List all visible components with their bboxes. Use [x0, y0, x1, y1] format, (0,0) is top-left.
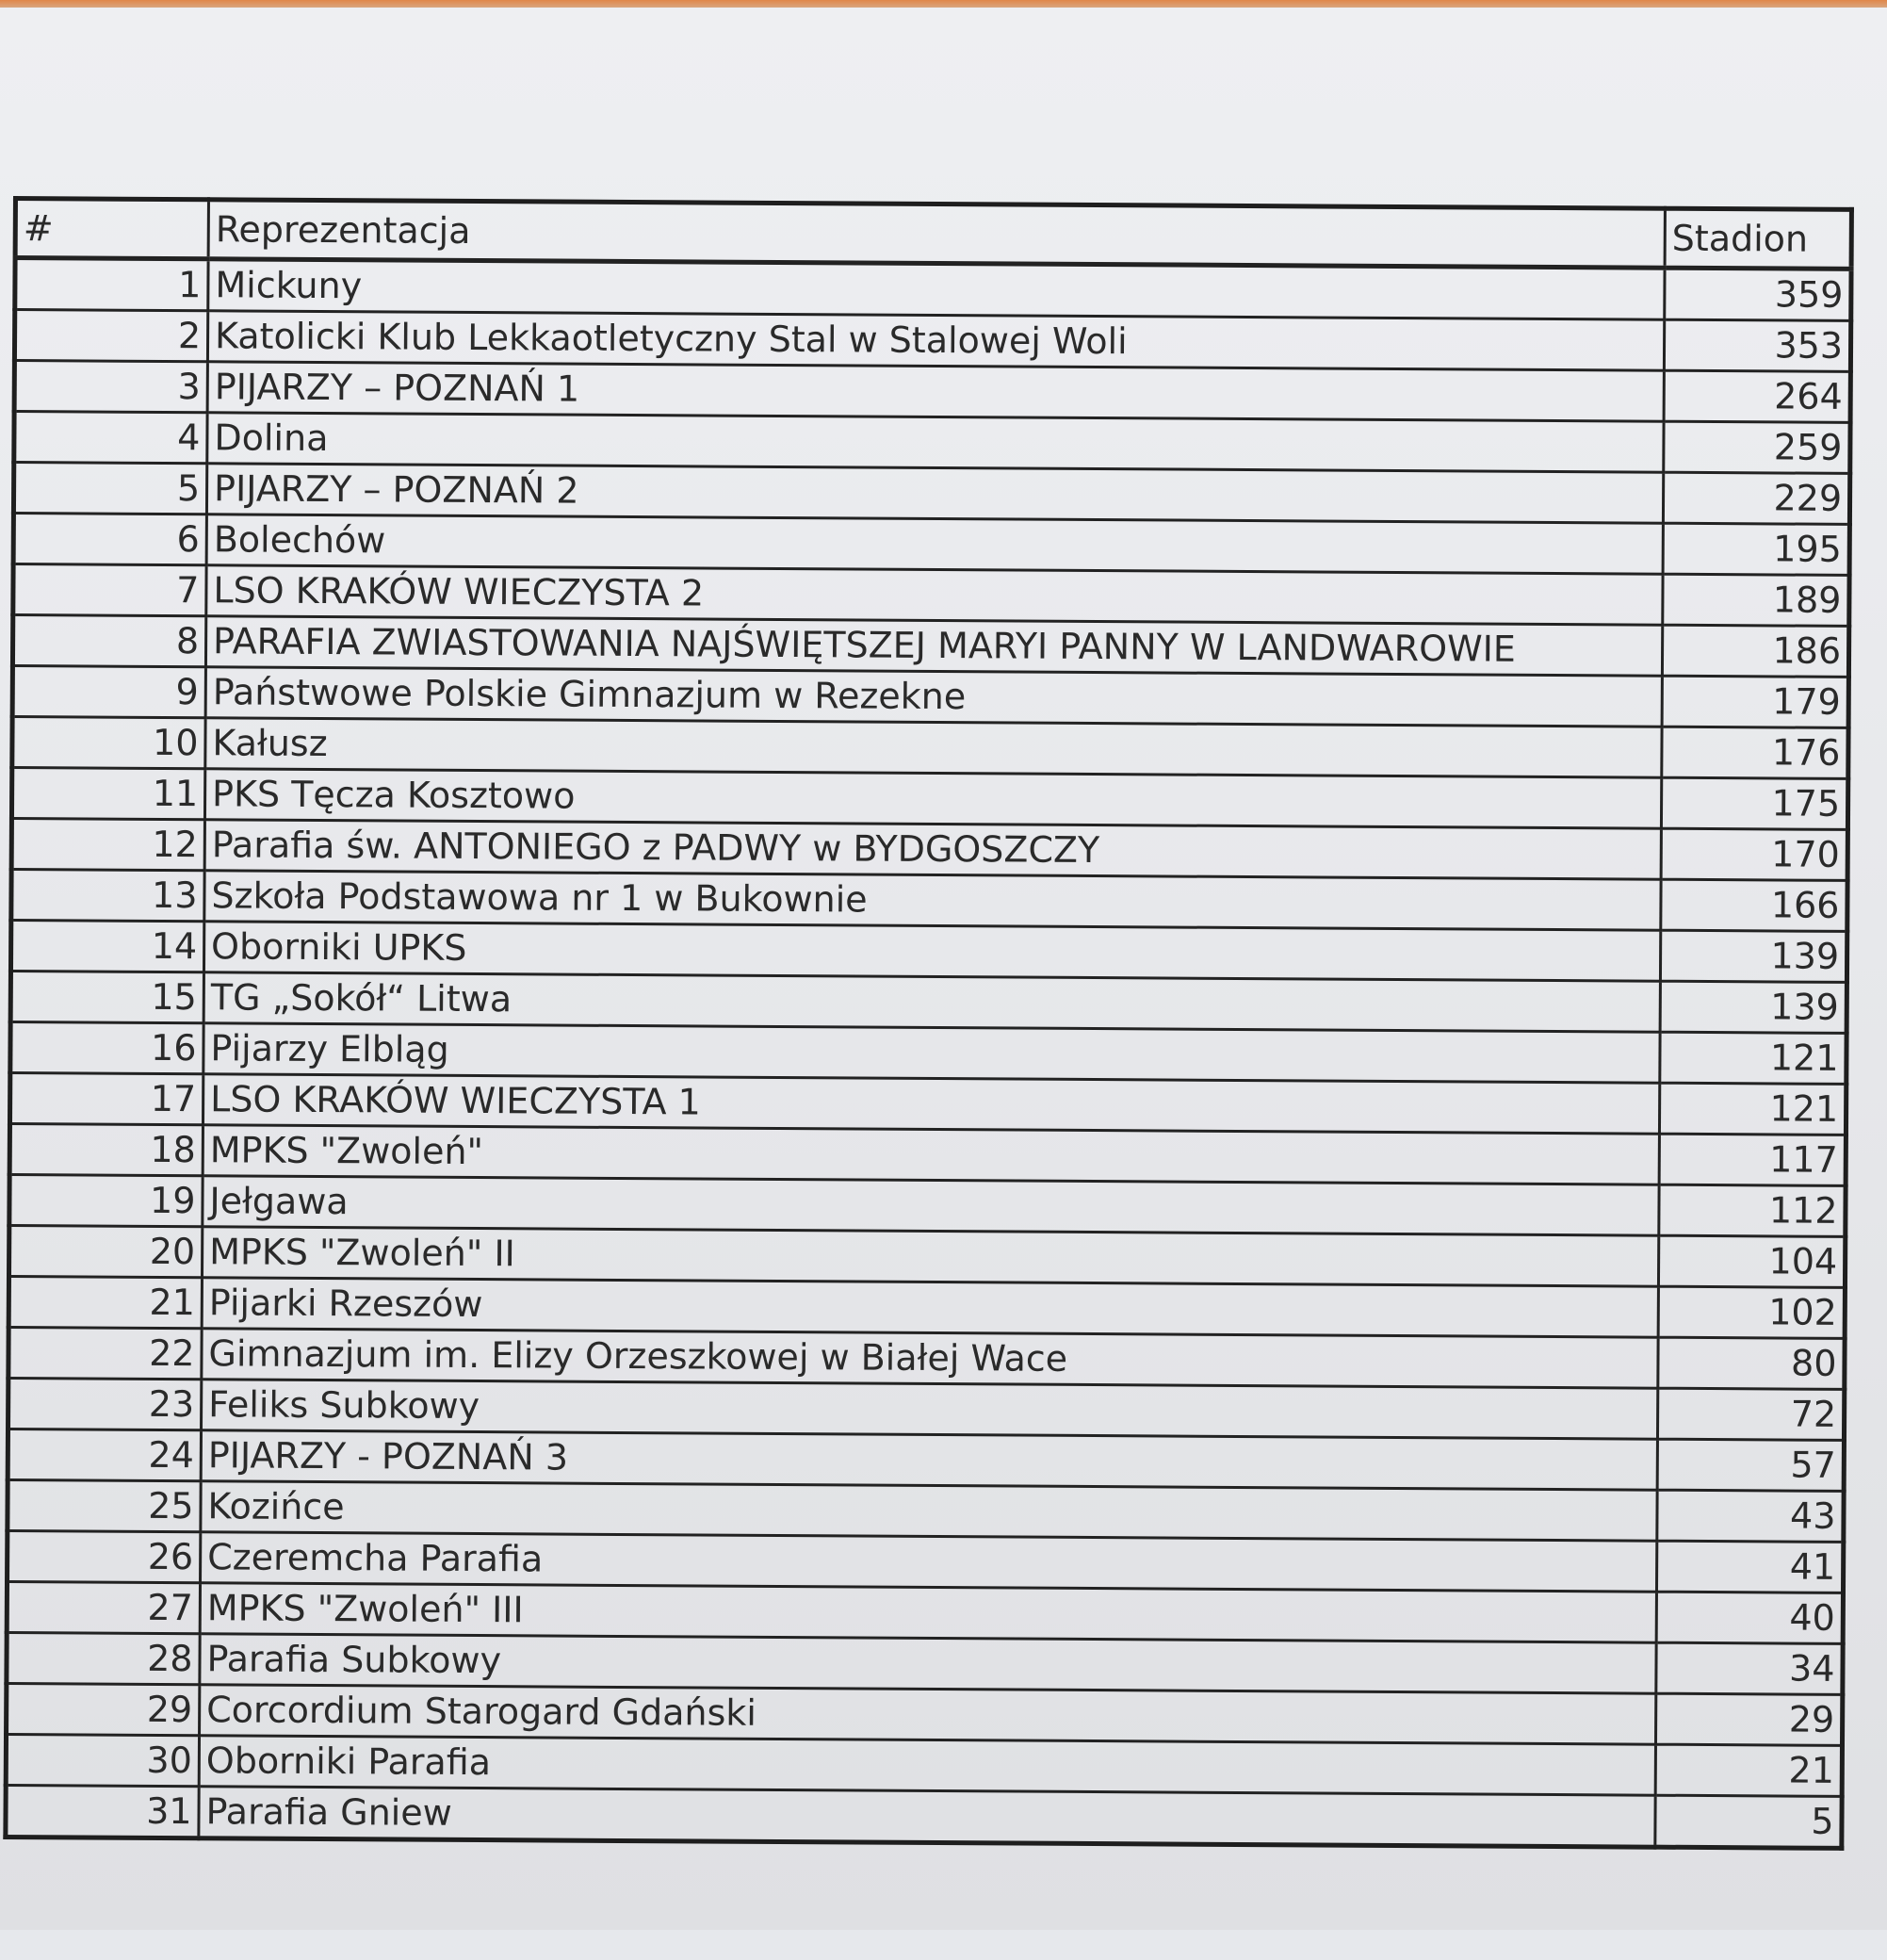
row-score: 139 [1660, 981, 1846, 1033]
row-rank: 1 [15, 258, 208, 311]
row-score: 112 [1659, 1184, 1846, 1236]
row-name: PIJARZY – POZNAŃ 2 [206, 464, 1663, 523]
row-score: 40 [1656, 1592, 1843, 1643]
row-rank: 2 [14, 310, 207, 362]
row-rank: 31 [6, 1785, 199, 1838]
row-rank: 15 [10, 972, 203, 1023]
row-name: Kozińce [201, 1481, 1657, 1541]
row-rank: 9 [12, 666, 205, 718]
results-table [3, 196, 1854, 1851]
row-score: 41 [1656, 1541, 1843, 1592]
row-rank: 22 [8, 1327, 202, 1379]
row-rank: 27 [7, 1581, 200, 1633]
row-name: PKS Tęcza Kosztowo [204, 769, 1661, 828]
row-score: 359 [1665, 268, 1851, 320]
row-rank: 19 [9, 1174, 203, 1226]
row-rank: 21 [8, 1276, 202, 1328]
row-name: Oborniki Parafia [199, 1736, 1655, 1795]
row-rank: 5 [13, 463, 206, 514]
row-name: Katolicki Klub Lekkaotletyczny Stal w Stalowej Woli [207, 311, 1664, 370]
row-score: 179 [1662, 676, 1848, 727]
row-score: 170 [1661, 828, 1847, 880]
row-score: 264 [1664, 370, 1850, 422]
row-rank: 28 [7, 1632, 200, 1684]
row-rank: 16 [10, 1021, 203, 1073]
row-score: 104 [1658, 1235, 1845, 1287]
row-score: 186 [1662, 625, 1848, 677]
row-name: Czeremcha Parafia [201, 1532, 1657, 1592]
row-score: 102 [1658, 1286, 1845, 1338]
row-score: 139 [1660, 930, 1846, 982]
row-score: 21 [1655, 1744, 1842, 1796]
row-rank: 24 [8, 1429, 201, 1480]
row-score: 229 [1663, 472, 1849, 524]
row-score: 34 [1656, 1642, 1843, 1694]
row-score: 5 [1655, 1795, 1842, 1848]
row-score: 72 [1657, 1388, 1844, 1440]
row-rank: 13 [11, 870, 204, 922]
row-score: 43 [1657, 1490, 1844, 1542]
row-score: 259 [1664, 421, 1850, 473]
row-score: 29 [1655, 1693, 1842, 1745]
row-name: Dolina [207, 413, 1664, 472]
row-name: LSO KRAKÓW WIECZYSTA 2 [206, 565, 1663, 625]
row-name: MPKS "Zwoleń" II [202, 1227, 1658, 1286]
row-score: 176 [1662, 727, 1848, 778]
row-name: Corcordium Starogard Gdański [200, 1685, 1656, 1744]
row-rank: 6 [13, 514, 206, 565]
paper-sheet [0, 8, 1887, 1930]
row-score: 80 [1658, 1337, 1845, 1389]
row-name: TG „Sokół“ Litwa [203, 972, 1660, 1032]
row-score: 353 [1664, 319, 1850, 371]
row-score: 175 [1661, 777, 1847, 829]
row-rank: 14 [10, 921, 203, 972]
row-score: 195 [1663, 523, 1849, 575]
row-score: 189 [1663, 574, 1849, 626]
row-name: Szkoła Podstawowa nr 1 w Bukownie [204, 871, 1661, 930]
row-rank: 7 [13, 564, 206, 616]
row-name: Mickuny [208, 259, 1665, 319]
row-rank: 4 [14, 412, 207, 464]
header-row [15, 199, 1851, 270]
row-name: Pijarki Rzeszów [202, 1278, 1658, 1337]
row-score: 117 [1659, 1134, 1846, 1185]
row-name: PIJARZY – POZNAŃ 1 [207, 362, 1664, 421]
row-rank: 18 [9, 1123, 203, 1175]
row-rank: 26 [8, 1530, 201, 1582]
row-score: 166 [1661, 879, 1847, 931]
row-name: MPKS "Zwoleń" III [200, 1583, 1656, 1642]
row-rank: 11 [11, 768, 204, 820]
row-rank: 3 [14, 361, 207, 413]
row-name: Feliks Subkowy [202, 1380, 1658, 1439]
header-stadion: Stadion [1665, 208, 1851, 269]
row-score: 121 [1659, 1083, 1846, 1135]
row-name: Oborniki UPKS [203, 922, 1660, 981]
row-name: MPKS "Zwoleń" [203, 1125, 1659, 1184]
table-body [6, 258, 1851, 1849]
row-name: Parafia Gniew [199, 1787, 1655, 1847]
row-rank: 30 [6, 1734, 199, 1786]
header-rank: # [15, 199, 208, 259]
row-name: Gimnazjum im. Elizy Orzeszkowej w Białej Wace [202, 1329, 1658, 1388]
orange-edge [0, 0, 1887, 8]
row-name: Parafia św. ANTONIEGO z PADWY w BYDGOSZCZY [204, 820, 1661, 879]
row-name: Kałusz [205, 718, 1662, 777]
row-name: PIJARZY - POZNAŃ 3 [201, 1430, 1657, 1490]
table-row [6, 1785, 1842, 1848]
row-name: LSO KRAKÓW WIECZYSTA 1 [203, 1074, 1659, 1134]
row-name: Pijarzy Elbląg [203, 1023, 1660, 1083]
row-name: Jełgawa [203, 1176, 1659, 1235]
row-rank: 10 [12, 717, 205, 769]
row-name: Parafia Subkowy [200, 1634, 1656, 1693]
row-name: PARAFIA ZWIASTOWANIA NAJŚWIĘTSZEJ MARYI PANNY W LANDWAROWIE [205, 616, 1662, 676]
row-rank: 23 [8, 1378, 202, 1429]
row-rank: 20 [8, 1225, 202, 1277]
results-sheet [3, 196, 1854, 1960]
row-rank: 8 [12, 615, 205, 667]
row-rank: 29 [7, 1683, 200, 1735]
row-rank: 17 [9, 1072, 203, 1124]
row-rank: 12 [11, 819, 204, 871]
row-rank: 25 [8, 1479, 201, 1531]
row-score: 121 [1660, 1032, 1846, 1084]
row-score: 57 [1657, 1439, 1844, 1491]
row-name: Państwowe Polskie Gimnazjum w Rezekne [205, 667, 1662, 727]
row-name: Bolechów [206, 514, 1663, 574]
header-reprezentacja: Reprezentacja [208, 200, 1665, 268]
